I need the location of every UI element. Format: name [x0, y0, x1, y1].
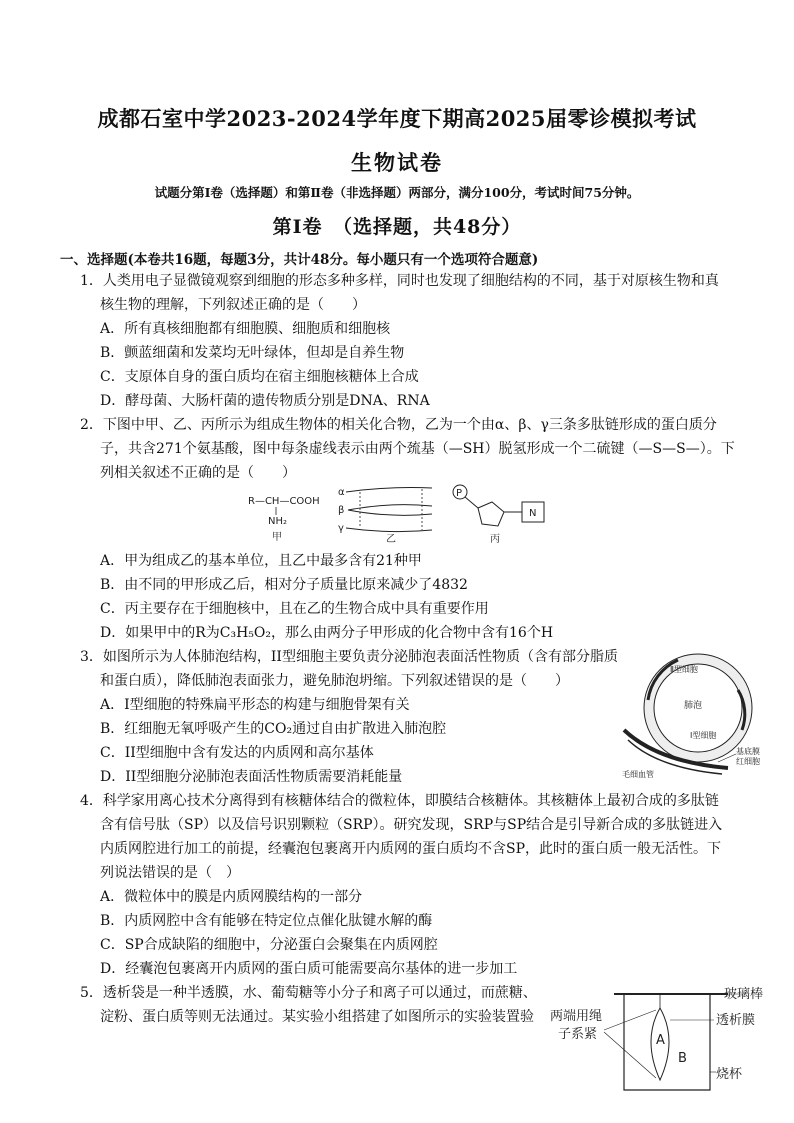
beta-chain-bottom [348, 510, 432, 515]
type1-cell-label: Ⅰ型细胞 [690, 731, 717, 740]
jia-label: 甲 [272, 532, 282, 543]
q4-stem-line3: 内质网腔进行加工的前提，经囊泡包裹离开内质网的蛋白质均不含SP，此时的蛋白质一般无活性。下 [100, 841, 722, 857]
q5-dialysis-figure [548, 980, 784, 1100]
tie-pointer-bottom [604, 1032, 656, 1078]
q3-option-a: A．I型细胞的特殊扁平形态的构建与细胞骨架有关 [100, 697, 410, 713]
q2-option-a: A．甲为组成乙的基本单位，且乙中最多含有21种甲 [100, 553, 422, 569]
q3-option-d: D．II型细胞分泌肺泡表面活性物质需要消耗能量 [100, 769, 403, 785]
type2-cell-label: Ⅱ型细胞 [670, 665, 698, 674]
q3-alveolus-figure [618, 650, 778, 780]
phosphate-bond [465, 497, 478, 508]
q4-option-a: A．微粒体中的膜是内质网膜结构的一部分 [100, 889, 363, 905]
alpha-label: α [338, 487, 345, 498]
q4-stem-line4: 列说法错误的是（ ） [100, 865, 240, 881]
q4-option-c: C．SP合成缺陷的细胞中，分泌蛋白会聚集在内质网腔 [100, 937, 438, 953]
bing-label: 丙 [490, 534, 500, 545]
q2-option-d: D．如果甲中的R为C₃H₅O₂，那么由两分子甲形成的化合物中含有16个H [100, 625, 554, 641]
part-heading: 第Ⅰ卷 （选择题，共48分） [272, 216, 522, 238]
q4-option-d: D．经囊泡包裹离开内质网的蛋白质可能需要高尔基体的进一步加工 [100, 961, 518, 977]
section-heading: 一、选择题(本卷共16题，每题3分，共计48分。每小题只有一个选项符合题意) [60, 252, 539, 268]
q1-option-a: A．所有真核细胞都有细胞膜、细胞质和细胞核 [100, 321, 391, 337]
beta-chain-top [348, 505, 432, 510]
q2-option-b: B．由不同的甲形成乙后，相对分子质量比原来减少了4832 [100, 577, 468, 593]
pentose-ring-icon [478, 502, 504, 526]
gamma-label: γ [338, 523, 344, 534]
q1-option-b: B．颤蓝细菌和发菜均无叶绿体，但却是自养生物 [100, 345, 405, 361]
yi-label: 乙 [386, 534, 396, 545]
q5-stem-line2: 淀粉、蛋白质等则无法通过。某实验小组搭建了如图所示的实验装置验 [100, 1009, 534, 1025]
q4-stem-line1: 4．科学家用离心技术分离得到有核糖体结合的微粒体，即膜结合核糖体。其核糖体上最初合成的多肽链 [80, 793, 719, 809]
solution-b-label: B [678, 1051, 687, 1066]
beaker-icon [624, 994, 710, 1090]
tie-pointer-top [604, 1010, 656, 1030]
q1-stem-line2: 核生物的理解，下列叙述正确的是（ ） [100, 297, 366, 313]
phosphate-label: P [456, 488, 463, 499]
exam-intro: 试题分第Ⅰ卷（选择题）和第Ⅱ卷（非选择题）两部分，满分100分，考试时间75分钟。 [154, 185, 640, 200]
q2-stem-line1: 2．下图中甲、乙、丙所示为组成生物体的相关化合物，乙为一个由α、β、γ三条多肽链形成的蛋白质分 [80, 417, 717, 433]
alveolus-label: 肺泡 [684, 701, 703, 711]
exam-subtitle: 生物试卷 [351, 150, 443, 175]
beta-label: β [338, 505, 345, 516]
q3-stem-line2: 和蛋白质），降低肺泡表面张力，避免肺泡坍缩。下列叙述错误的是（ ） [100, 673, 569, 689]
q1-option-d: D．酵母菌、大肠杆菌的遗传物质分别是DNA、RNA [100, 393, 430, 409]
basement-label: 基底膜 [736, 747, 760, 756]
q3-option-c: C．II型细胞中含有发达的内质网和高尔基体 [100, 745, 374, 761]
q2-stem-line3: 列相关叙述不正确的是（ ） [100, 465, 296, 481]
q4-option-b: B．内质网腔中含有能够在特定位点催化肽键水解的酶 [100, 913, 433, 929]
jia-nh2: NH₂ [268, 516, 288, 527]
alpha-chain [346, 488, 432, 493]
q5-stem-line1: 5．透析袋是一种半透膜，水、葡萄糖等小分子和离子可以通过，而蔗糖、 [80, 985, 537, 1001]
jia-formula: R—CH—COOH [248, 496, 320, 507]
q2-option-c: C．丙主要存在于细胞核中，且在乙的生物合成中具有重要作用 [100, 601, 489, 617]
q4-stem-line2: 含有信号肽（SP）以及信号识别颗粒（SRP）。研究发现，SRP与SP结合是引导新合成的多肽链进入 [100, 817, 723, 833]
glass-rod-label: 玻璃棒 [724, 987, 764, 1002]
solution-a-label: A [656, 1033, 665, 1048]
beaker-label: 烧杯 [716, 1067, 743, 1082]
exam-title: 成都石室中学2023-2024学年度下期高2025届零诊模拟考试 [97, 106, 697, 131]
q1-option-c: C．支原体自身的蛋白质均在宿主细胞核糖体上合成 [100, 369, 419, 385]
rbc-label: 红细胞 [736, 757, 760, 766]
q1-stem-line1: 1．人类用电子显微镜观察到细胞的形态多种多样，同时也发现了细胞结构的不同，基于对原核生物和真 [80, 273, 719, 289]
tie-label-line1: 两端用绳 [550, 1009, 603, 1024]
q2-figure [240, 482, 560, 546]
q3-option-b: B．红细胞无氧呼吸产生的CO₂通过自由扩散进入肺泡腔 [100, 721, 447, 737]
capillary-label: 毛细血管 [622, 770, 654, 779]
q2-stem-line2: 子，共含271个氨基酸，图中每条虚线表示由两个巯基（—SH）脱氢形成一个二硫键（—S—S—）。下 [100, 441, 735, 457]
gamma-chain [346, 528, 432, 532]
base-label: N [529, 508, 537, 519]
q3-stem-line1: 3．如图所示为人体肺泡结构，II型细胞主要负责分泌肺泡表面活性物质（含有部分脂质 [80, 649, 618, 665]
membrane-label: 透析膜 [716, 1013, 756, 1028]
tie-label-line2: 子系紧 [558, 1027, 598, 1042]
